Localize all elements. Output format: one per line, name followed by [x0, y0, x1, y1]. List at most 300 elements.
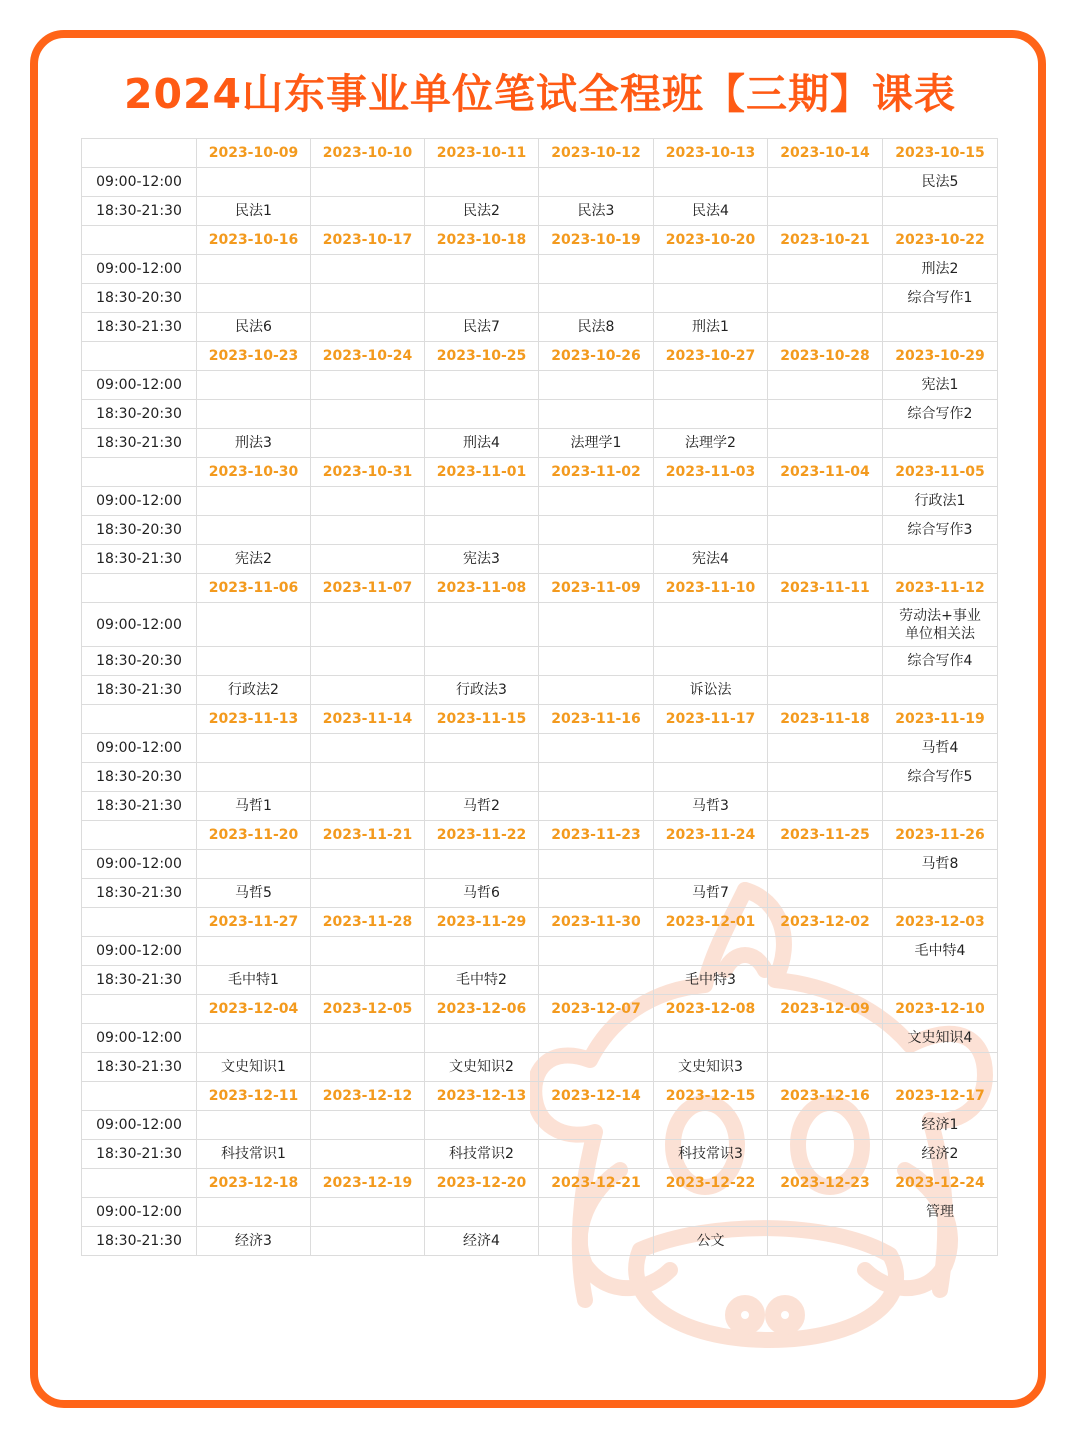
time-cell: 18:30-21:30 — [82, 792, 197, 821]
course-cell — [197, 603, 311, 647]
date-cell: 2023-10-24 — [311, 342, 425, 371]
slot-row — [82, 966, 998, 995]
date-cell: 2023-10-12 — [539, 139, 654, 168]
course-cell — [883, 879, 998, 908]
date-row — [82, 821, 998, 850]
course-cell — [425, 850, 539, 879]
slot-row — [82, 545, 998, 574]
course-cell — [311, 1053, 425, 1082]
course-cell: 管理 — [883, 1198, 998, 1227]
course-cell: 宪法4 — [654, 545, 768, 574]
course-cell — [768, 792, 883, 821]
course-cell: 民法6 — [197, 313, 311, 342]
corner-cell — [82, 995, 197, 1024]
course-cell — [425, 400, 539, 429]
course-cell — [539, 1024, 654, 1053]
time-cell: 09:00-12:00 — [82, 487, 197, 516]
course-cell — [768, 197, 883, 226]
date-cell: 2023-12-02 — [768, 908, 883, 937]
course-cell: 毛中特2 — [425, 966, 539, 995]
course-cell: 宪法3 — [425, 545, 539, 574]
course-cell — [311, 647, 425, 676]
course-cell: 刑法2 — [883, 255, 998, 284]
date-cell: 2023-11-28 — [311, 908, 425, 937]
course-cell — [539, 1140, 654, 1169]
course-cell — [311, 763, 425, 792]
date-cell: 2023-11-08 — [425, 574, 539, 603]
course-cell — [654, 1198, 768, 1227]
date-cell: 2023-12-15 — [654, 1082, 768, 1111]
course-cell — [197, 284, 311, 313]
course-cell: 科技常识3 — [654, 1140, 768, 1169]
course-cell — [311, 255, 425, 284]
time-cell: 18:30-21:30 — [82, 879, 197, 908]
course-cell — [654, 255, 768, 284]
course-cell: 民法2 — [425, 197, 539, 226]
course-cell: 法理学1 — [539, 429, 654, 458]
course-cell — [883, 1053, 998, 1082]
course-cell — [768, 1198, 883, 1227]
slot-row — [82, 487, 998, 516]
slot-row — [82, 1140, 998, 1169]
slot-row — [82, 400, 998, 429]
course-cell — [539, 1198, 654, 1227]
course-cell — [311, 429, 425, 458]
date-cell: 2023-11-21 — [311, 821, 425, 850]
course-cell: 综合写作3 — [883, 516, 998, 545]
course-cell: 行政法1 — [883, 487, 998, 516]
course-cell: 科技常识2 — [425, 1140, 539, 1169]
course-cell: 马哲6 — [425, 879, 539, 908]
date-cell: 2023-11-24 — [654, 821, 768, 850]
course-cell — [654, 734, 768, 763]
date-cell: 2023-10-30 — [197, 458, 311, 487]
course-cell — [311, 284, 425, 313]
course-cell — [654, 487, 768, 516]
time-cell: 18:30-21:30 — [82, 1227, 197, 1256]
course-cell: 马哲3 — [654, 792, 768, 821]
course-cell — [425, 516, 539, 545]
date-cell: 2023-12-21 — [539, 1169, 654, 1198]
course-cell: 民法7 — [425, 313, 539, 342]
course-cell — [311, 1024, 425, 1053]
time-cell: 09:00-12:00 — [82, 1024, 197, 1053]
course-cell: 毛中特4 — [883, 937, 998, 966]
course-cell: 毛中特1 — [197, 966, 311, 995]
date-row — [82, 458, 998, 487]
course-cell — [768, 1140, 883, 1169]
course-cell: 公文 — [654, 1227, 768, 1256]
course-cell — [539, 516, 654, 545]
date-cell: 2023-11-03 — [654, 458, 768, 487]
date-cell: 2023-10-26 — [539, 342, 654, 371]
course-cell — [768, 371, 883, 400]
course-cell — [197, 1111, 311, 1140]
date-cell: 2023-12-05 — [311, 995, 425, 1024]
course-cell — [539, 545, 654, 574]
course-cell — [883, 1227, 998, 1256]
course-cell — [311, 197, 425, 226]
date-row — [82, 574, 998, 603]
slot-row — [82, 1024, 998, 1053]
date-cell: 2023-11-11 — [768, 574, 883, 603]
course-cell — [768, 603, 883, 647]
course-cell — [539, 487, 654, 516]
course-cell: 综合写作1 — [883, 284, 998, 313]
time-cell: 18:30-21:30 — [82, 1140, 197, 1169]
course-cell: 科技常识1 — [197, 1140, 311, 1169]
date-cell: 2023-10-18 — [425, 226, 539, 255]
course-cell — [654, 603, 768, 647]
slot-row — [82, 603, 998, 647]
course-cell — [425, 937, 539, 966]
course-cell — [883, 313, 998, 342]
date-cell: 2023-11-12 — [883, 574, 998, 603]
date-cell: 2023-12-06 — [425, 995, 539, 1024]
course-cell — [197, 516, 311, 545]
corner-cell — [82, 139, 197, 168]
date-cell: 2023-10-20 — [654, 226, 768, 255]
corner-cell — [82, 226, 197, 255]
date-cell: 2023-12-08 — [654, 995, 768, 1024]
course-cell — [768, 676, 883, 705]
date-cell: 2023-11-01 — [425, 458, 539, 487]
course-cell — [883, 676, 998, 705]
course-cell — [311, 792, 425, 821]
course-cell — [539, 1227, 654, 1256]
course-cell — [197, 1198, 311, 1227]
course-cell — [425, 734, 539, 763]
corner-cell — [82, 908, 197, 937]
date-cell: 2023-10-17 — [311, 226, 425, 255]
course-cell: 宪法1 — [883, 371, 998, 400]
course-cell — [883, 792, 998, 821]
time-cell: 18:30-21:30 — [82, 197, 197, 226]
date-cell: 2023-10-29 — [883, 342, 998, 371]
slot-row — [82, 734, 998, 763]
course-cell: 马哲4 — [883, 734, 998, 763]
course-cell — [425, 1111, 539, 1140]
course-cell — [311, 487, 425, 516]
course-cell — [311, 371, 425, 400]
slot-row — [82, 647, 998, 676]
course-cell — [768, 1053, 883, 1082]
course-cell — [654, 371, 768, 400]
slot-row — [82, 676, 998, 705]
course-cell — [883, 545, 998, 574]
time-cell: 18:30-21:30 — [82, 545, 197, 574]
time-cell: 18:30-20:30 — [82, 400, 197, 429]
course-cell — [768, 284, 883, 313]
course-cell — [197, 400, 311, 429]
date-cell: 2023-11-20 — [197, 821, 311, 850]
course-cell — [311, 966, 425, 995]
course-cell: 劳动法+事业单位相关法 — [883, 603, 998, 647]
date-cell: 2023-12-01 — [654, 908, 768, 937]
date-cell: 2023-12-12 — [311, 1082, 425, 1111]
course-cell: 民法5 — [883, 168, 998, 197]
corner-cell — [82, 705, 197, 734]
time-cell: 09:00-12:00 — [82, 603, 197, 647]
course-cell: 马哲2 — [425, 792, 539, 821]
date-cell: 2023-10-11 — [425, 139, 539, 168]
schedule-body — [82, 139, 998, 1256]
date-cell: 2023-10-27 — [654, 342, 768, 371]
date-cell: 2023-12-04 — [197, 995, 311, 1024]
slot-row — [82, 1053, 998, 1082]
course-cell — [539, 400, 654, 429]
date-cell: 2023-10-10 — [311, 139, 425, 168]
slot-row — [82, 255, 998, 284]
course-cell — [197, 850, 311, 879]
date-cell: 2023-12-16 — [768, 1082, 883, 1111]
course-cell — [768, 1111, 883, 1140]
date-cell: 2023-11-26 — [883, 821, 998, 850]
course-cell — [768, 850, 883, 879]
date-cell: 2023-12-14 — [539, 1082, 654, 1111]
time-cell: 18:30-20:30 — [82, 284, 197, 313]
date-cell: 2023-11-07 — [311, 574, 425, 603]
slot-row — [82, 879, 998, 908]
date-cell: 2023-12-09 — [768, 995, 883, 1024]
course-cell: 文史知识4 — [883, 1024, 998, 1053]
course-cell: 法理学2 — [654, 429, 768, 458]
course-cell: 刑法3 — [197, 429, 311, 458]
course-cell: 宪法2 — [197, 545, 311, 574]
course-cell — [768, 647, 883, 676]
course-cell — [311, 734, 425, 763]
course-cell — [539, 603, 654, 647]
date-row — [82, 1082, 998, 1111]
corner-cell — [82, 458, 197, 487]
course-cell — [768, 313, 883, 342]
course-cell — [311, 850, 425, 879]
course-cell — [654, 1024, 768, 1053]
date-cell: 2023-11-18 — [768, 705, 883, 734]
course-cell — [311, 516, 425, 545]
time-cell: 09:00-12:00 — [82, 371, 197, 400]
course-cell: 刑法4 — [425, 429, 539, 458]
slot-row — [82, 850, 998, 879]
date-cell: 2023-12-20 — [425, 1169, 539, 1198]
date-cell: 2023-11-13 — [197, 705, 311, 734]
date-row — [82, 705, 998, 734]
course-cell — [311, 1111, 425, 1140]
corner-cell — [82, 1169, 197, 1198]
course-cell — [425, 1024, 539, 1053]
date-cell: 2023-12-24 — [883, 1169, 998, 1198]
corner-cell — [82, 821, 197, 850]
date-cell: 2023-10-16 — [197, 226, 311, 255]
course-cell — [654, 1111, 768, 1140]
date-cell: 2023-10-25 — [425, 342, 539, 371]
course-cell — [539, 792, 654, 821]
course-cell — [197, 1024, 311, 1053]
date-cell: 2023-11-09 — [539, 574, 654, 603]
course-cell — [768, 879, 883, 908]
slot-row — [82, 313, 998, 342]
date-cell: 2023-11-30 — [539, 908, 654, 937]
course-cell — [311, 1140, 425, 1169]
date-cell: 2023-11-10 — [654, 574, 768, 603]
date-cell: 2023-11-05 — [883, 458, 998, 487]
date-row — [82, 1169, 998, 1198]
corner-cell — [82, 1082, 197, 1111]
course-cell: 文史知识2 — [425, 1053, 539, 1082]
slot-row — [82, 284, 998, 313]
course-cell — [768, 487, 883, 516]
course-cell: 行政法3 — [425, 676, 539, 705]
course-cell — [311, 937, 425, 966]
course-cell — [539, 371, 654, 400]
course-cell — [539, 168, 654, 197]
date-cell: 2023-12-07 — [539, 995, 654, 1024]
date-cell: 2023-10-28 — [768, 342, 883, 371]
course-cell — [311, 1227, 425, 1256]
slot-row — [82, 197, 998, 226]
course-cell: 马哲1 — [197, 792, 311, 821]
date-cell: 2023-11-17 — [654, 705, 768, 734]
time-cell: 09:00-12:00 — [82, 1111, 197, 1140]
date-cell: 2023-11-15 — [425, 705, 539, 734]
slot-row — [82, 168, 998, 197]
course-cell — [883, 966, 998, 995]
date-cell: 2023-11-06 — [197, 574, 311, 603]
course-cell — [539, 850, 654, 879]
date-cell: 2023-12-17 — [883, 1082, 998, 1111]
course-cell: 经济3 — [197, 1227, 311, 1256]
course-cell — [311, 400, 425, 429]
date-cell: 2023-12-03 — [883, 908, 998, 937]
course-cell: 马哲5 — [197, 879, 311, 908]
slot-row — [82, 371, 998, 400]
slot-row — [82, 763, 998, 792]
course-cell — [311, 168, 425, 197]
time-cell: 09:00-12:00 — [82, 255, 197, 284]
date-cell: 2023-11-04 — [768, 458, 883, 487]
time-cell: 18:30-21:30 — [82, 313, 197, 342]
course-cell — [654, 647, 768, 676]
date-cell: 2023-12-19 — [311, 1169, 425, 1198]
date-row — [82, 995, 998, 1024]
course-cell — [654, 763, 768, 792]
date-cell: 2023-12-10 — [883, 995, 998, 1024]
course-cell — [539, 284, 654, 313]
slot-row — [82, 1198, 998, 1227]
date-cell: 2023-11-22 — [425, 821, 539, 850]
date-cell: 2023-10-31 — [311, 458, 425, 487]
time-cell: 18:30-21:30 — [82, 966, 197, 995]
date-row — [82, 342, 998, 371]
course-cell: 综合写作2 — [883, 400, 998, 429]
course-cell — [539, 676, 654, 705]
slot-row — [82, 1111, 998, 1140]
course-cell — [768, 545, 883, 574]
course-cell — [883, 429, 998, 458]
course-cell — [883, 197, 998, 226]
course-cell — [768, 400, 883, 429]
slot-row — [82, 1227, 998, 1256]
course-cell — [654, 937, 768, 966]
course-cell — [539, 937, 654, 966]
course-cell — [654, 284, 768, 313]
slot-row — [82, 429, 998, 458]
course-cell — [197, 487, 311, 516]
course-cell — [768, 1227, 883, 1256]
date-cell: 2023-11-27 — [197, 908, 311, 937]
date-cell: 2023-11-29 — [425, 908, 539, 937]
course-cell — [654, 850, 768, 879]
course-cell — [311, 545, 425, 574]
course-cell — [539, 1053, 654, 1082]
course-cell: 民法8 — [539, 313, 654, 342]
time-cell: 09:00-12:00 — [82, 1198, 197, 1227]
time-cell: 09:00-12:00 — [82, 937, 197, 966]
date-cell: 2023-11-19 — [883, 705, 998, 734]
date-cell: 2023-10-09 — [197, 139, 311, 168]
date-cell: 2023-11-23 — [539, 821, 654, 850]
page-title: 2024山东事业单位笔试全程班【三期】课表 — [123, 70, 957, 118]
slot-row — [82, 792, 998, 821]
course-cell — [539, 734, 654, 763]
course-cell — [539, 966, 654, 995]
course-cell — [539, 879, 654, 908]
course-cell — [425, 763, 539, 792]
course-cell — [539, 647, 654, 676]
course-cell: 文史知识1 — [197, 1053, 311, 1082]
time-cell: 18:30-21:30 — [82, 676, 197, 705]
date-cell: 2023-10-21 — [768, 226, 883, 255]
time-cell: 18:30-21:30 — [82, 429, 197, 458]
course-cell — [768, 966, 883, 995]
course-cell — [768, 429, 883, 458]
course-cell: 民法3 — [539, 197, 654, 226]
course-cell: 民法1 — [197, 197, 311, 226]
course-cell — [425, 284, 539, 313]
time-cell: 09:00-12:00 — [82, 850, 197, 879]
date-cell: 2023-10-15 — [883, 139, 998, 168]
course-cell — [654, 400, 768, 429]
course-cell — [425, 168, 539, 197]
course-cell — [197, 937, 311, 966]
time-cell: 18:30-20:30 — [82, 516, 197, 545]
time-cell: 09:00-12:00 — [82, 168, 197, 197]
course-cell — [425, 255, 539, 284]
course-cell — [539, 1111, 654, 1140]
date-row — [82, 908, 998, 937]
course-cell: 诉讼法 — [654, 676, 768, 705]
date-cell: 2023-10-23 — [197, 342, 311, 371]
time-cell: 18:30-20:30 — [82, 647, 197, 676]
course-cell: 经济1 — [883, 1111, 998, 1140]
corner-cell — [82, 574, 197, 603]
course-cell — [539, 255, 654, 284]
time-cell: 09:00-12:00 — [82, 734, 197, 763]
course-cell — [768, 168, 883, 197]
course-cell — [654, 516, 768, 545]
date-cell: 2023-12-22 — [654, 1169, 768, 1198]
course-cell — [311, 879, 425, 908]
date-cell: 2023-12-23 — [768, 1169, 883, 1198]
date-cell: 2023-10-19 — [539, 226, 654, 255]
date-row — [82, 226, 998, 255]
course-cell — [425, 487, 539, 516]
course-cell — [768, 1024, 883, 1053]
date-cell: 2023-12-11 — [197, 1082, 311, 1111]
schedule-table — [81, 138, 998, 1256]
slot-row — [82, 937, 998, 966]
course-cell: 经济2 — [883, 1140, 998, 1169]
